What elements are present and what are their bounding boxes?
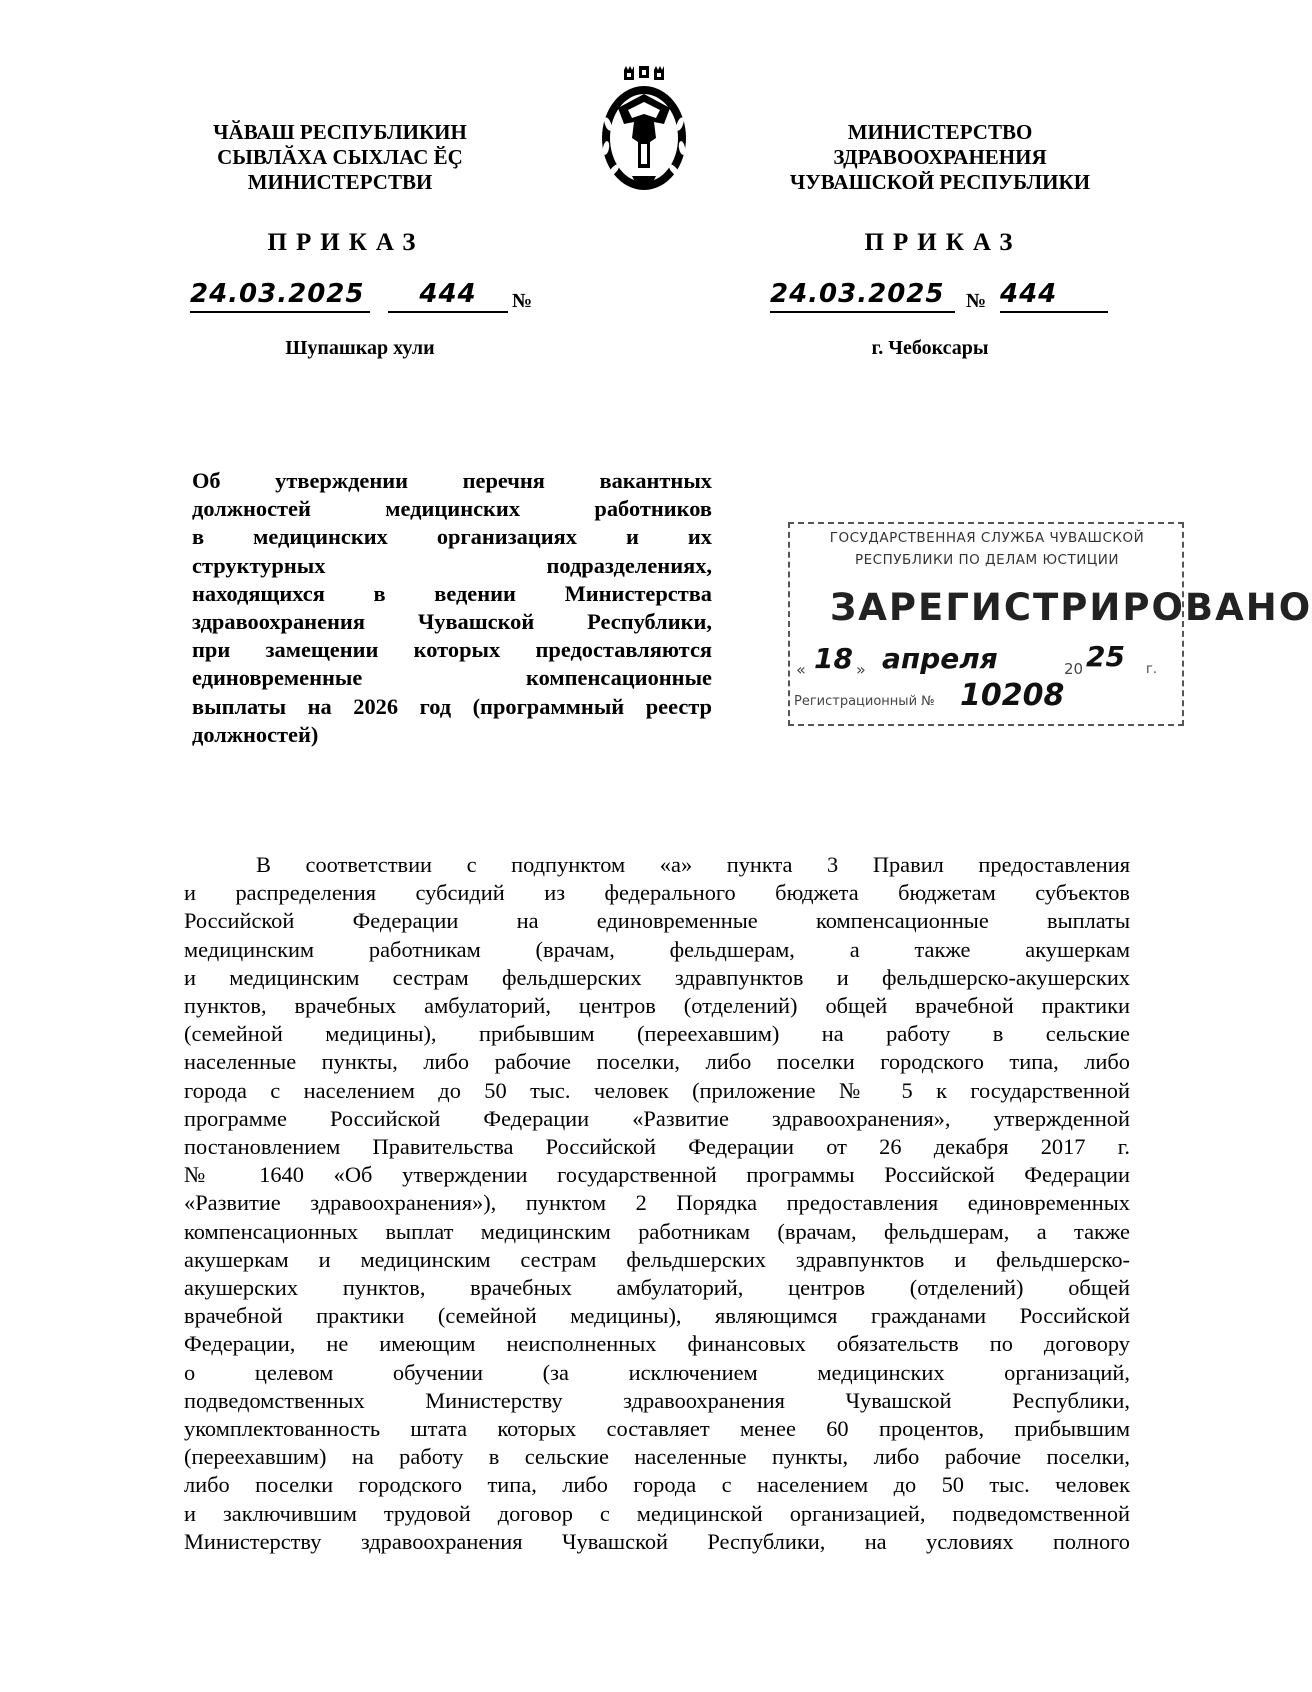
body-line: населенные пункты, либо рабочие поселки, либо поселки городского типа, либо [184, 1049, 1130, 1075]
order-heading-left: ПРИКАЗ [267, 229, 425, 256]
header-line: ЧУВАШСКОЙ РЕСПУБЛИКИ [789, 170, 1091, 194]
number-sign-left: № [512, 290, 533, 312]
body-line: города с населением до 50 тыс. человек (приложение № 5 к государственной [184, 1077, 1130, 1103]
stamp-line-1: ГОСУДАРСТВЕННАЯ СЛУЖБА ЧУВАШСКОЙ [829, 530, 1145, 546]
body-line: В соответствии с подпунктом «а» пункта 3 Правил предоставления [256, 852, 1130, 877]
body-line: о целевом обучении (за исключением медицинских организаций, [184, 1359, 1130, 1385]
body-line: (семейной медицины), прибывшим (переехавшим) на работу в сельские [184, 1021, 1130, 1047]
body-line: «Развитие здравоохранения»), пунктом 2 Порядка предоставления единовременных [184, 1190, 1130, 1216]
body-line: № 1640 «Об утверждении государственной программы Российской Федерации [184, 1162, 1130, 1188]
stamp-reg-number: 10208 [960, 678, 1065, 713]
body-line: и заключившим трудовой договор с медицинской организацией, подведомственной [184, 1500, 1130, 1526]
stamp-line-2: РЕСПУБЛИКИ ПО ДЕЛАМ ЮСТИЦИИ [855, 552, 1119, 568]
title-line: здравоохранения Чувашской Республики, [192, 609, 712, 635]
order-number-right: 444 [1000, 279, 1108, 313]
header-line: ЗДРАВООХРАНЕНИЯ [833, 145, 1047, 169]
city-russian: г. Чебоксары [871, 337, 989, 359]
title-line: в медицинских организациях и их [192, 524, 712, 550]
coat-of-arms-emblem-icon [598, 64, 690, 196]
body-line: акушеркам и медицинским сестрам фельдшерских здравпунктов и фельдшерско- [184, 1246, 1130, 1272]
body-line: врачебной практики (семейной медицины), являющимся гражданами Российской [184, 1303, 1130, 1329]
body-line: программе Российской Федерации «Развитие здравоохранения», утвержденной [184, 1105, 1130, 1131]
body-line: Российской Федерации на единовременные компенсационные выплаты [184, 908, 1130, 934]
body-line: постановлением Правительства Российской Федерации от 26 декабря 2017 г. [184, 1134, 1130, 1160]
body-line: акушерских пунктов, врачебных амбулаторий, центров (отделений) общей [184, 1275, 1130, 1301]
title-line: при замещении которых предоставляются [192, 637, 712, 663]
body-line: (переехавшим) на работу в сельские населенные пункты, либо рабочие поселки, [184, 1444, 1130, 1470]
header-line: СЫВЛӐХА СЫХЛАС ӖҪ [217, 145, 463, 169]
header-line: МИНИСТЕРСТВО [847, 120, 1033, 144]
stamp-reg-label: Регистрационный № [794, 694, 935, 709]
order-body [184, 851, 1130, 1556]
order-title [192, 467, 712, 749]
title-line: структурных подразделениях, [192, 552, 712, 578]
title-line: должностей медицинских работников [192, 496, 712, 522]
title-line: единовременные компенсационные [192, 665, 712, 691]
number-sign-right: № [966, 290, 987, 312]
stamp-registered: ЗАРЕГИСТРИРОВАНО [830, 586, 1312, 629]
title-line: выплаты на 2026 год (программный реестр [192, 693, 712, 719]
body-line: пунктов, врачебных амбулаторий, центров (отделений) общей врачебной практики [184, 993, 1130, 1019]
header-line: МИНИСТЕРСТВИ [247, 170, 433, 194]
ministry-name-chuvash [180, 120, 500, 195]
stamp-year: 25 [1086, 640, 1125, 673]
registration-stamp [788, 522, 1312, 726]
title-line: должностей) [192, 721, 319, 747]
order-date-right: 24.03.2025 [770, 279, 955, 313]
body-line: компенсационных выплат медицинским работникам (врачам, фельдшерам, а также [184, 1218, 1130, 1244]
order-heading-right: ПРИКАЗ [864, 229, 1022, 256]
stamp-year-unit: г. [1146, 662, 1157, 677]
stamp-quote-open: « [796, 660, 806, 679]
stamp-day: 18 [814, 642, 853, 675]
stamp-quote-close: » [856, 660, 866, 679]
body-line: подведомственных Министерству здравоохранения Чувашской Республики, [184, 1387, 1130, 1413]
header-line: ЧӐВАШ РЕСПУБЛИКИН [213, 120, 467, 144]
title-line: находящихся в ведении Министерства [192, 580, 712, 606]
body-line: и распределения субсидий из федерального бюджета бюджетам субъектов [184, 880, 1130, 906]
body-line: укомплектованность штата которых составляет менее 60 процентов, прибывшим [184, 1416, 1130, 1442]
body-line: и медицинским сестрам фельдшерских здравпунктов и фельдшерско-акушерских [184, 964, 1130, 990]
stamp-year-prefix: 20 [1064, 660, 1084, 678]
city-chuvash: Шупашкар хули [285, 337, 435, 359]
title-line: Об утверждении перечня вакантных [192, 468, 712, 493]
body-line: медицинским работникам (врачам, фельдшерам, а также акушеркам [184, 936, 1130, 962]
order-number-left: 444 [388, 279, 508, 313]
ministry-name-russian [770, 120, 1110, 195]
body-line: Федерации, не имеющим неисполненных финансовых обязательств по договору [184, 1331, 1130, 1357]
body-line: Министерству здравоохранения Чувашской Республики, на условиях полного [184, 1528, 1130, 1554]
body-line: либо поселки городского типа, либо города с населением до 50 тыс. человек [184, 1472, 1130, 1498]
stamp-month: апреля [882, 642, 998, 675]
order-date-left: 24.03.2025 [190, 279, 370, 313]
